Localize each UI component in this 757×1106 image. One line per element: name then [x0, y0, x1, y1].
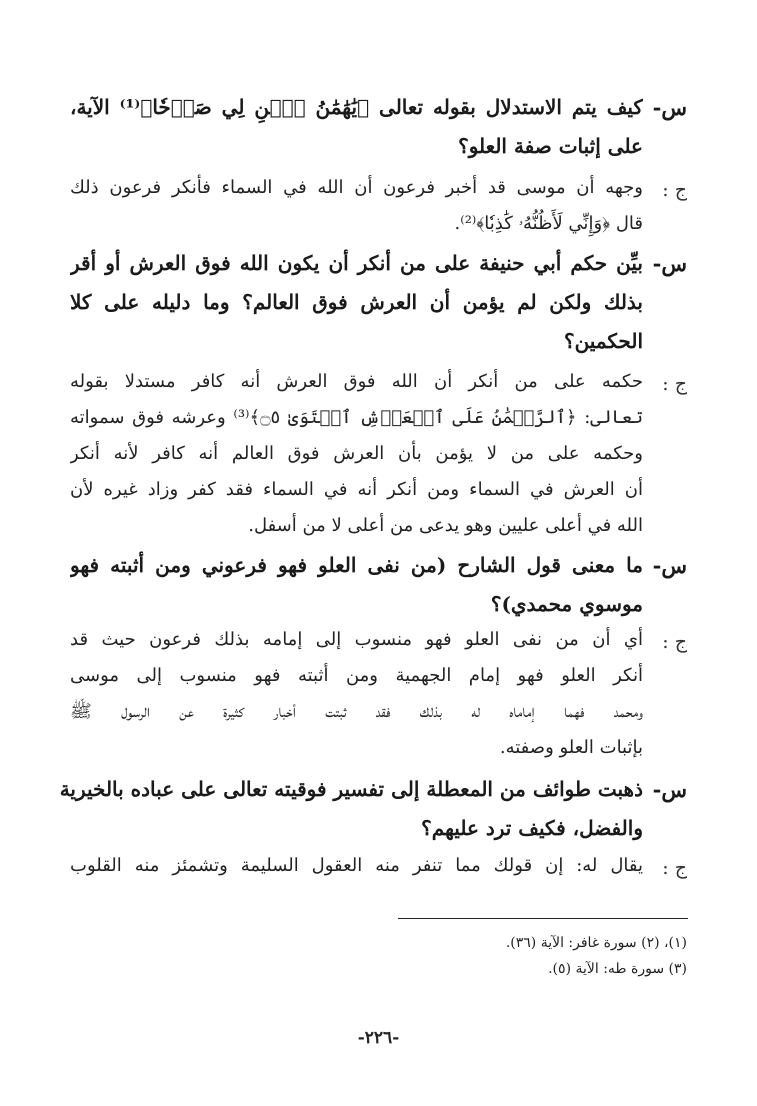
- text-line: بذلك ولكن لم يؤمن أن العرش فوق العالم؟ وما دليله على كلا: [70, 290, 643, 314]
- footnotes: [267, 930, 687, 982]
- question-2: [70, 244, 687, 361]
- question-4: [59, 770, 687, 848]
- answer-marker: ج :: [662, 373, 687, 395]
- answer-2: [70, 364, 687, 544]
- footnote-divider: [398, 918, 688, 919]
- answer-4: [70, 848, 687, 888]
- text-line: أنكر العلو فهو إمام الجهمية ومن أثبته فهو منسوب إلى موسى: [70, 665, 643, 686]
- text-line: يقال له: إن قولك مما تنفر منه العقول السليمة وتشمئز منه القلوب: [70, 855, 643, 876]
- page-number: -٢٢٦-: [357, 1028, 400, 1048]
- footnote: (١)، (٢) سورة غافر: الآية (٣٦).: [505, 935, 687, 951]
- question-marker: س-: [652, 553, 687, 578]
- text-line: بيِّن حكم أبي حنيفة على من أنكر أن يكون الله فوق العرش أو أقر: [70, 251, 643, 275]
- answer-text: [70, 364, 643, 544]
- answer-text: [70, 170, 643, 242]
- text-line: بإثبات العلو وصفته.: [499, 737, 643, 758]
- question-marker: س-: [652, 95, 687, 120]
- answer-text: [70, 622, 643, 766]
- text-line: أي أن من نفى العلو فهو منسوب إلى إمامه بذلك فرعون حيث قد: [70, 629, 643, 650]
- question-marker: س-: [652, 777, 687, 802]
- text-line: كيف يتم الاستدلال بقوله تعالى ﴿يَٰهَٰمَٰنُ ٱبۡنِ لِي صَرۡحٗا﴾⁽¹⁾ الآية،: [70, 95, 643, 119]
- question-text: [60, 770, 643, 848]
- text-line: ما معنى قول الشارح (من نفى العلو فهو فرعوني ومن أثبته فهو: [70, 553, 643, 577]
- question-marker: س-: [652, 251, 687, 276]
- text-line: ومحمد فهما إماماه له بذلك فقد ثبتت أخبار كثيرة عن الرسول ﷺ: [70, 701, 643, 722]
- text-line: الحكمين؟: [563, 329, 643, 353]
- answer-text: [70, 848, 643, 884]
- text-line: وحكمه على من لا يؤمن بأن العرش فوق العالم أنه كافر لأنه أنكر: [70, 443, 643, 464]
- text-line: قال ﴿وَإِنِّي لَأَظُنُّهُۥ كَٰذِبٗا﴾⁽²⁾.: [454, 213, 643, 234]
- text-line: والفضل، فكيف ترد عليهم؟: [421, 816, 643, 840]
- text-line: ذهبت طوائف من المعطلة إلى تفسير فوقيته تعالى على عباده بالخيرية: [59, 777, 643, 801]
- text-line: الله في أعلى عليين وهو يدعى من أعلى لا من أسفل.: [248, 515, 643, 536]
- text-line: على إثبات صفة العلو؟: [458, 134, 643, 158]
- answer-marker: ج :: [662, 631, 687, 653]
- answer-marker: ج :: [662, 179, 687, 201]
- answer-3: [70, 622, 687, 766]
- text-line: حكمه على من أنكر أن الله فوق العرش أنه كافر مستدلا بقوله: [70, 371, 643, 392]
- question-1: [70, 88, 687, 166]
- answer-1: [70, 170, 687, 242]
- text-line: أن العرش في السماء ومن أنكر أنه في السماء فقد كفر وزاد غيره لأن: [70, 479, 643, 500]
- question-3: [70, 546, 687, 624]
- answer-marker: ج :: [662, 857, 687, 879]
- question-text: [70, 244, 643, 361]
- text-line: تعالى: ﴿ٱلرَّحۡمَٰنُ عَلَى ٱلۡعَرۡشِ ٱسۡتَوَىٰ ۝٥﴾⁽³⁾ وعرشه فوق سمواته: [70, 407, 643, 428]
- text-line: موسوي محمدي)؟: [490, 592, 643, 616]
- question-text: [70, 546, 643, 624]
- footnote: (٣) سورة طه: الآية (٥).: [548, 961, 687, 977]
- question-text: [70, 88, 643, 166]
- text-line: وجهه أن موسى قد أخبر فرعون أن الله في السماء فأنكر فرعون ذلك: [70, 177, 643, 198]
